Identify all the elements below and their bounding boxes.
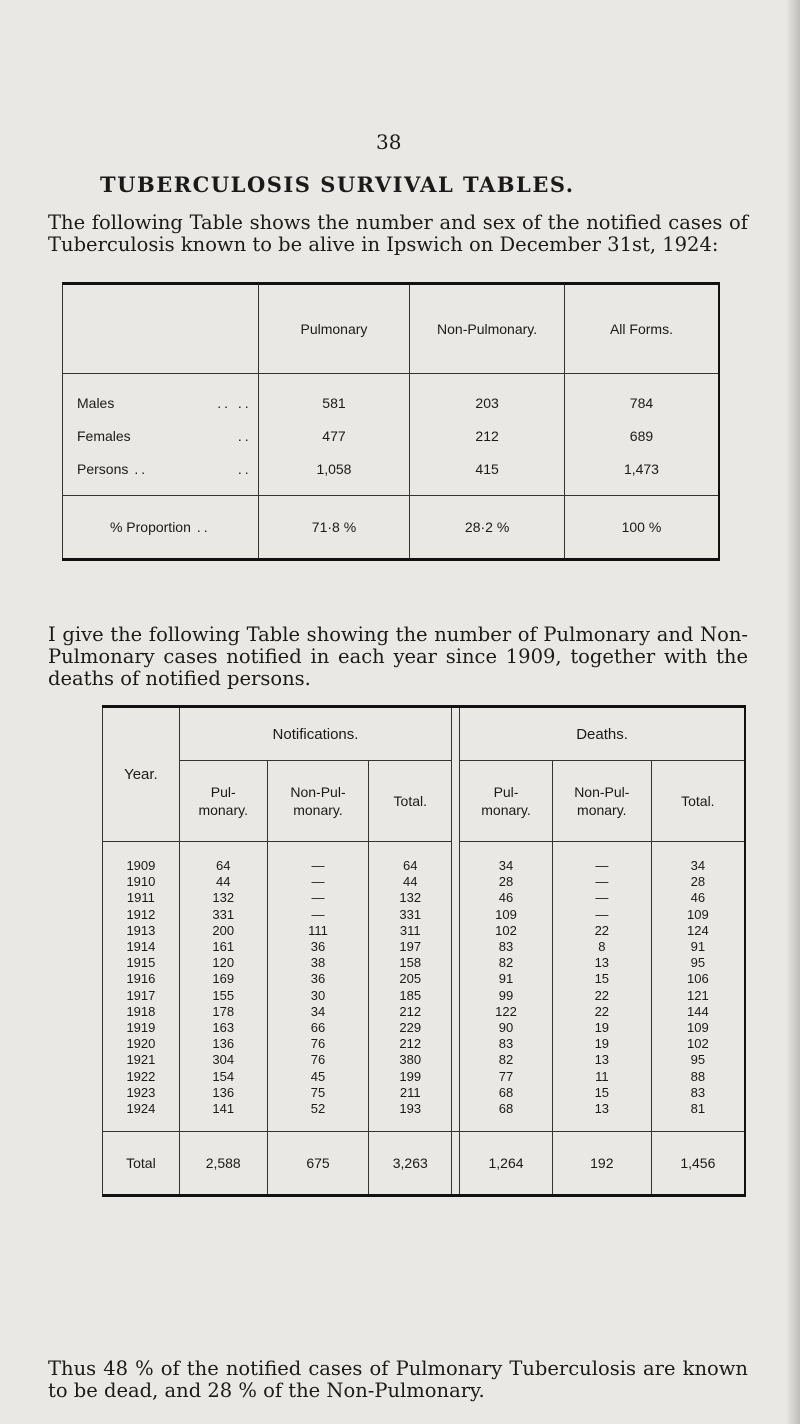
cell-n-pul: 161 xyxy=(179,939,267,955)
deaths-header: Deaths. xyxy=(460,707,745,761)
column-divider xyxy=(452,890,460,906)
cell-d-non: 11 xyxy=(552,1068,651,1084)
table1-header-blank xyxy=(63,284,259,374)
cell-pulmonary: 581 xyxy=(258,374,410,420)
table-row xyxy=(103,971,746,987)
cell-d-non: — xyxy=(552,842,651,875)
cell-n-non: 34 xyxy=(267,1004,369,1020)
cell-d-non: — xyxy=(552,907,651,923)
row-label: Females .. xyxy=(63,419,259,452)
row-label: % Proportion .. xyxy=(63,496,259,560)
cell-d-pul: 82 xyxy=(460,955,553,971)
cell-n-pul: 163 xyxy=(179,1020,267,1036)
closing-paragraph: Thus 48 % of the notified cases of Pulmonary Tuberculosis are known to be dead, and 28 % of the Non-Pulmonary. xyxy=(48,1357,748,1402)
cell-n-total: 199 xyxy=(369,1068,452,1084)
table-row xyxy=(103,842,746,875)
cell-d-non: 8 xyxy=(552,939,651,955)
cell-d-pul: 77 xyxy=(460,1068,553,1084)
cell-d-total: 46 xyxy=(651,890,745,906)
cell-n-non: 36 xyxy=(267,971,369,987)
column-divider xyxy=(452,1020,460,1036)
cell-pulmonary: 71·8 % xyxy=(258,496,410,560)
table-row xyxy=(63,452,720,496)
cell-all-forms: 100 % xyxy=(564,496,719,560)
cell-d-non: — xyxy=(552,874,651,890)
cell-n-non: 36 xyxy=(267,939,369,955)
cell-year: 1916 xyxy=(103,971,180,987)
cell-d-non: 15 xyxy=(552,1085,651,1101)
cell-d-pul: 90 xyxy=(460,1020,553,1036)
table-row xyxy=(63,419,720,452)
cell-n-non: 76 xyxy=(267,1036,369,1052)
cell-n-pul: 132 xyxy=(179,890,267,906)
header-notif-pulmonary: Pul- monary. xyxy=(179,761,267,842)
cell-n-total: 205 xyxy=(369,971,452,987)
total-row xyxy=(103,1132,746,1196)
cell-all-forms: 784 xyxy=(564,374,719,420)
column-divider xyxy=(452,1101,460,1132)
cell-d-total: 81 xyxy=(651,1101,745,1132)
table-row xyxy=(103,1004,746,1020)
cell-n-pul: 44 xyxy=(179,874,267,890)
table-row xyxy=(103,1085,746,1101)
cell-d-pul: 28 xyxy=(460,874,553,890)
page-edge-shadow xyxy=(786,0,800,1424)
column-divider xyxy=(452,923,460,939)
cell-d-pul: 91 xyxy=(460,971,553,987)
cell-n-non: 75 xyxy=(267,1085,369,1101)
cell-n-non: 52 xyxy=(267,1101,369,1132)
column-divider xyxy=(452,1052,460,1068)
cell-d-total: 106 xyxy=(651,971,745,987)
notifications-deaths-table xyxy=(102,705,746,1197)
cell-pulmonary: 1,058 xyxy=(258,452,410,496)
cell-n-pul: 200 xyxy=(179,923,267,939)
cell-n-total: 212 xyxy=(369,1036,452,1052)
cell-year: 1923 xyxy=(103,1085,180,1101)
cell-d-non: — xyxy=(552,890,651,906)
cell-n-total: 211 xyxy=(369,1085,452,1101)
cell-d-non: 22 xyxy=(552,1004,651,1020)
cell-n-total: 380 xyxy=(369,1052,452,1068)
cell-n-non: — xyxy=(267,890,369,906)
cell-d-non: 15 xyxy=(552,971,651,987)
cell-n-pul: 136 xyxy=(179,1085,267,1101)
cell-year: 1909 xyxy=(103,842,180,875)
total-notif-pulmonary: 2,588 xyxy=(179,1132,267,1196)
cell-n-total: 185 xyxy=(369,988,452,1004)
cell-d-pul: 82 xyxy=(460,1052,553,1068)
cell-d-non: 22 xyxy=(552,923,651,939)
table1-header-non-pulmonary: Non-Pulmonary. xyxy=(410,284,565,374)
cell-n-non: 66 xyxy=(267,1020,369,1036)
table-row xyxy=(103,907,746,923)
cell-d-total: 88 xyxy=(651,1068,745,1084)
table-row xyxy=(103,955,746,971)
column-divider xyxy=(452,907,460,923)
table-row xyxy=(103,1101,746,1132)
page-number: 38 xyxy=(376,130,402,154)
row-label: Persons .. .. xyxy=(63,452,259,496)
cell-d-pul: 34 xyxy=(460,842,553,875)
total-notif-non-pulmonary: 675 xyxy=(267,1132,369,1196)
cell-year: 1924 xyxy=(103,1101,180,1132)
cell-d-non: 19 xyxy=(552,1036,651,1052)
cell-d-pul: 83 xyxy=(460,1036,553,1052)
cell-n-non: — xyxy=(267,907,369,923)
cell-year: 1922 xyxy=(103,1068,180,1084)
header-deaths-total: Total. xyxy=(651,761,745,842)
table-row xyxy=(63,496,720,560)
table-row xyxy=(103,923,746,939)
cell-n-total: 229 xyxy=(369,1020,452,1036)
header-notif-total: Total. xyxy=(369,761,452,842)
cell-d-total: 109 xyxy=(651,1020,745,1036)
cell-d-non: 22 xyxy=(552,988,651,1004)
cell-d-total: 83 xyxy=(651,1085,745,1101)
table1-header-all-forms: All Forms. xyxy=(564,284,719,374)
cell-d-total: 34 xyxy=(651,842,745,875)
table-row xyxy=(103,939,746,955)
cell-n-pul: 304 xyxy=(179,1052,267,1068)
cell-n-total: 193 xyxy=(369,1101,452,1132)
cell-year: 1917 xyxy=(103,988,180,1004)
cell-n-non: 76 xyxy=(267,1052,369,1068)
cell-n-total: 44 xyxy=(369,874,452,890)
cell-d-pul: 46 xyxy=(460,890,553,906)
header-deaths-pulmonary: Pul- monary. xyxy=(460,761,553,842)
cell-n-non: 30 xyxy=(267,988,369,1004)
cell-n-pul: 64 xyxy=(179,842,267,875)
cell-d-non: 13 xyxy=(552,1052,651,1068)
cell-all-forms: 1,473 xyxy=(564,452,719,496)
cell-d-total: 121 xyxy=(651,988,745,1004)
column-divider xyxy=(452,1085,460,1101)
cell-d-non: 13 xyxy=(552,955,651,971)
cell-non-pulmonary: 203 xyxy=(410,374,565,420)
cell-d-total: 124 xyxy=(651,923,745,939)
cell-n-total: 132 xyxy=(369,890,452,906)
cell-d-total: 95 xyxy=(651,955,745,971)
row-label: Males .. .. xyxy=(63,374,259,420)
cell-all-forms: 689 xyxy=(564,419,719,452)
cell-n-pul: 154 xyxy=(179,1068,267,1084)
cell-n-pul: 136 xyxy=(179,1036,267,1052)
cell-n-non: — xyxy=(267,842,369,875)
cell-year: 1919 xyxy=(103,1020,180,1036)
cell-d-pul: 109 xyxy=(460,907,553,923)
cell-n-non: 38 xyxy=(267,955,369,971)
cell-d-total: 109 xyxy=(651,907,745,923)
cell-d-total: 95 xyxy=(651,1052,745,1068)
cell-year: 1921 xyxy=(103,1052,180,1068)
cell-non-pulmonary: 28·2 % xyxy=(410,496,565,560)
page-title: TUBERCULOSIS SURVIVAL TABLES. xyxy=(100,172,575,197)
total-label: Total xyxy=(103,1132,180,1196)
column-divider xyxy=(452,874,460,890)
cell-year: 1911 xyxy=(103,890,180,906)
header-notif-non-pulmonary: Non-Pul- monary. xyxy=(267,761,369,842)
cell-year: 1910 xyxy=(103,874,180,890)
cell-n-non: 45 xyxy=(267,1068,369,1084)
survival-table xyxy=(62,282,720,561)
column-divider xyxy=(452,1132,460,1196)
year-header: Year. xyxy=(103,707,180,842)
column-divider xyxy=(452,971,460,987)
cell-d-total: 28 xyxy=(651,874,745,890)
cell-n-pul: 141 xyxy=(179,1101,267,1132)
cell-n-pul: 178 xyxy=(179,1004,267,1020)
table-row xyxy=(103,988,746,1004)
cell-d-pul: 68 xyxy=(460,1085,553,1101)
table-row xyxy=(103,890,746,906)
second-paragraph: I give the following Table showing the number of Pulmonary and Non-Pulmonary cases notified in each year since 1909, together with the deaths of notified persons. xyxy=(48,623,748,690)
cell-n-total: 311 xyxy=(369,923,452,939)
cell-pulmonary: 477 xyxy=(258,419,410,452)
total-deaths-pulmonary: 1,264 xyxy=(460,1132,553,1196)
cell-n-total: 197 xyxy=(369,939,452,955)
cell-d-pul: 83 xyxy=(460,939,553,955)
cell-d-total: 144 xyxy=(651,1004,745,1020)
total-deaths-total: 1,456 xyxy=(651,1132,745,1196)
cell-year: 1920 xyxy=(103,1036,180,1052)
table-row xyxy=(103,1052,746,1068)
table-row xyxy=(103,1036,746,1052)
cell-year: 1915 xyxy=(103,955,180,971)
column-divider xyxy=(452,1036,460,1052)
column-divider xyxy=(452,842,460,875)
column-divider xyxy=(452,707,460,842)
cell-d-pul: 122 xyxy=(460,1004,553,1020)
table1-header-pulmonary: Pulmonary xyxy=(258,284,410,374)
cell-non-pulmonary: 415 xyxy=(410,452,565,496)
notifications-header: Notifications. xyxy=(179,707,451,761)
cell-n-pul: 331 xyxy=(179,907,267,923)
column-divider xyxy=(452,1068,460,1084)
column-divider xyxy=(452,988,460,1004)
cell-year: 1914 xyxy=(103,939,180,955)
cell-year: 1918 xyxy=(103,1004,180,1020)
cell-d-pul: 102 xyxy=(460,923,553,939)
total-deaths-non-pulmonary: 192 xyxy=(552,1132,651,1196)
header-deaths-non-pulmonary: Non-Pul- monary. xyxy=(552,761,651,842)
column-divider xyxy=(452,939,460,955)
table-row xyxy=(103,874,746,890)
cell-d-pul: 68 xyxy=(460,1101,553,1132)
cell-n-total: 331 xyxy=(369,907,452,923)
column-divider xyxy=(452,955,460,971)
cell-n-pul: 120 xyxy=(179,955,267,971)
cell-n-pul: 155 xyxy=(179,988,267,1004)
cell-n-non: 111 xyxy=(267,923,369,939)
intro-paragraph: The following Table shows the number and sex of the notified cases of Tuberculosis known to be alive in Ipswich on December 31st, 1924: xyxy=(48,211,748,256)
cell-n-total: 64 xyxy=(369,842,452,875)
total-notif-total: 3,263 xyxy=(369,1132,452,1196)
cell-n-non: — xyxy=(267,874,369,890)
cell-d-pul: 99 xyxy=(460,988,553,1004)
cell-non-pulmonary: 212 xyxy=(410,419,565,452)
cell-d-total: 102 xyxy=(651,1036,745,1052)
cell-n-pul: 169 xyxy=(179,971,267,987)
cell-year: 1913 xyxy=(103,923,180,939)
cell-d-non: 19 xyxy=(552,1020,651,1036)
cell-d-total: 91 xyxy=(651,939,745,955)
cell-d-non: 13 xyxy=(552,1101,651,1132)
column-divider xyxy=(452,1004,460,1020)
cell-year: 1912 xyxy=(103,907,180,923)
table-row xyxy=(63,374,720,420)
table-row xyxy=(103,1068,746,1084)
cell-n-total: 158 xyxy=(369,955,452,971)
cell-n-total: 212 xyxy=(369,1004,452,1020)
table-row xyxy=(103,1020,746,1036)
